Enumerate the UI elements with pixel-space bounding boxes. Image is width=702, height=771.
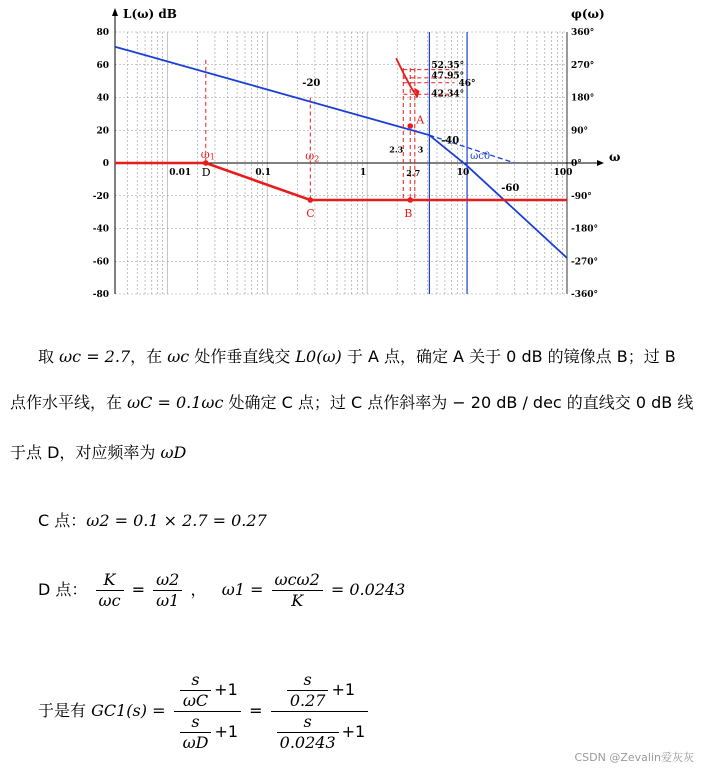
- phase-label: 46°: [458, 79, 476, 90]
- c-point-equation: ω2 = 0.1 × 2.7 = 0.27: [86, 511, 267, 530]
- frac-den: 0.0243: [279, 733, 336, 752]
- point-c-label: C: [306, 207, 315, 221]
- y-tick-label: -60: [92, 257, 109, 268]
- key-point: [407, 197, 413, 203]
- plus-one: +1: [331, 680, 356, 699]
- y-tick-label: 40: [96, 93, 109, 104]
- frac-den: K: [291, 591, 304, 610]
- x-extra-tick: 2.7: [406, 168, 421, 179]
- frac-num: s: [277, 712, 339, 733]
- para-line-2: [10, 386, 693, 420]
- x-tick-label: 10: [456, 168, 470, 178]
- frac-num: ω2: [153, 570, 182, 591]
- y-tick-label: -80: [92, 290, 109, 300]
- frac-den: ω1: [156, 591, 180, 610]
- x-tick-label: 100: [553, 168, 573, 178]
- x-axis-arrow: [597, 160, 604, 166]
- point-a-label: A: [416, 113, 425, 127]
- x-tick-label: 0.01: [169, 168, 192, 178]
- gc1-label: 于是有: [38, 701, 92, 720]
- plus-one: +1: [341, 722, 366, 741]
- phase-label: 52.35°: [431, 61, 465, 72]
- omega1-eq: ω1 =: [221, 580, 264, 599]
- key-point: [407, 123, 413, 129]
- frac-den: ωC: [182, 691, 209, 710]
- omega1-label: ω: [200, 148, 210, 162]
- inner-frac: [277, 712, 339, 753]
- c-point-label: C 点：: [38, 511, 87, 530]
- y2-tick-label: -90°: [571, 191, 592, 202]
- watermark: CSDN @Zevalin爱灰灰: [574, 751, 694, 764]
- frac-den: ωc: [98, 591, 121, 610]
- y2-tick-label: -180°: [571, 224, 599, 235]
- y2-tick-label: 90°: [571, 126, 589, 137]
- frac-num: s: [287, 670, 329, 691]
- slope-label: -40: [441, 135, 460, 147]
- y2-tick-label: 180°: [571, 93, 595, 104]
- plus-one: +1: [214, 680, 238, 699]
- slope-label: -60: [501, 182, 520, 194]
- x-axis-label: ω: [609, 150, 621, 164]
- omega-D: ωD: [160, 443, 187, 462]
- omega1-sub: 1: [209, 152, 215, 162]
- para-line-3: [10, 436, 186, 470]
- text-fragment: 处作垂直线交: [189, 347, 296, 366]
- frac-num: K: [96, 570, 124, 591]
- omega-c: ωc: [167, 347, 190, 366]
- para-line-1: [38, 340, 676, 374]
- gc1-fraction-1: [174, 670, 241, 753]
- frac-den: ωD: [182, 733, 209, 752]
- gc1-fraction-2: [271, 670, 369, 753]
- l0-curve: [115, 47, 567, 258]
- y-axis-label: L(ω) dB: [123, 7, 177, 21]
- phase-label: 47.95°: [431, 71, 465, 82]
- frac-den: 0.27: [289, 691, 326, 710]
- frac-num: [174, 670, 241, 712]
- y2-tick-label: -360°: [571, 290, 599, 300]
- text-fragment: 处确定 C 点；过 C 点作斜率为 − 20 dB / dec 的直线交 0 dB 线: [223, 393, 694, 412]
- d-point-label: D 点：: [38, 580, 88, 599]
- omega2-sub: 2: [314, 154, 320, 164]
- slope-label: -20: [302, 78, 321, 90]
- d-point-line: [38, 570, 405, 611]
- fraction-wcw2-k: [272, 570, 323, 611]
- x-extra-tick: 3: [417, 144, 424, 155]
- c-point-line: [38, 508, 267, 531]
- frac-num: s: [180, 670, 211, 691]
- chart-axes: [112, 8, 604, 294]
- plus-one: +1: [214, 722, 239, 741]
- omega1-result: = 0.0243: [330, 580, 406, 599]
- text-fragment: ，在: [130, 347, 168, 366]
- omega-C-eq: ωC = 0.1ωc: [127, 393, 224, 412]
- point-b-label: B: [404, 207, 413, 221]
- inner-frac: [287, 670, 329, 711]
- y-tick-label: 80: [96, 28, 109, 38]
- y-tick-label: 0: [102, 159, 109, 169]
- y-tick-label: -20: [92, 191, 109, 202]
- l0-omega: L0(ω): [295, 347, 342, 366]
- frac-num: ωcω2: [272, 570, 323, 591]
- y-tick-label: 60: [96, 60, 109, 71]
- separator: ，: [190, 580, 207, 599]
- text-fragment: 于 A 点，确定 A 关于 0 dB 的镜像点 B；过 B: [341, 347, 676, 366]
- omega2-label: ω: [305, 149, 315, 163]
- gc1-line: [38, 670, 371, 753]
- omega-c-eq: ωc = 2.7: [59, 347, 131, 366]
- y2-tick-label: 270°: [571, 60, 595, 71]
- phase-label: 42.34°: [431, 89, 465, 100]
- bode-chart: [0, 0, 702, 310]
- point-d-label: D: [201, 166, 211, 179]
- equals: =: [249, 701, 263, 720]
- x-extra-tick: 2.3: [389, 144, 404, 155]
- frac-num: s: [180, 712, 212, 733]
- text-fragment: 点作水平线，在: [10, 393, 128, 412]
- inner-frac: [180, 670, 211, 711]
- frac-den: [271, 712, 369, 753]
- frac-num: [271, 670, 369, 712]
- frac-den: [174, 712, 241, 753]
- chart-labels: [93, 7, 621, 300]
- fraction-k-wc: [96, 570, 124, 611]
- key-point: [307, 197, 313, 203]
- text-fragment: 于点 D，对应频率为: [10, 443, 161, 462]
- y2-tick-label: 0°: [571, 159, 582, 169]
- y-tick-label: -40: [92, 224, 109, 235]
- fraction-w2-w1: [153, 570, 182, 611]
- x-tick-label: 0.1: [255, 168, 272, 178]
- y-tick-label: 20: [96, 126, 109, 137]
- inner-frac: [180, 712, 212, 753]
- x-tick-label: 1: [359, 168, 367, 178]
- text-fragment: 取: [38, 347, 60, 366]
- y-axis-arrow: [112, 8, 118, 16]
- equals: =: [131, 580, 146, 599]
- y2-tick-label: -270°: [571, 257, 599, 268]
- omega-c0-label: ωc0: [470, 150, 491, 162]
- gc1-func: GC1(s) =: [91, 701, 166, 720]
- y2-tick-label: 360°: [571, 28, 595, 38]
- y2-axis-label: φ(ω): [571, 7, 605, 21]
